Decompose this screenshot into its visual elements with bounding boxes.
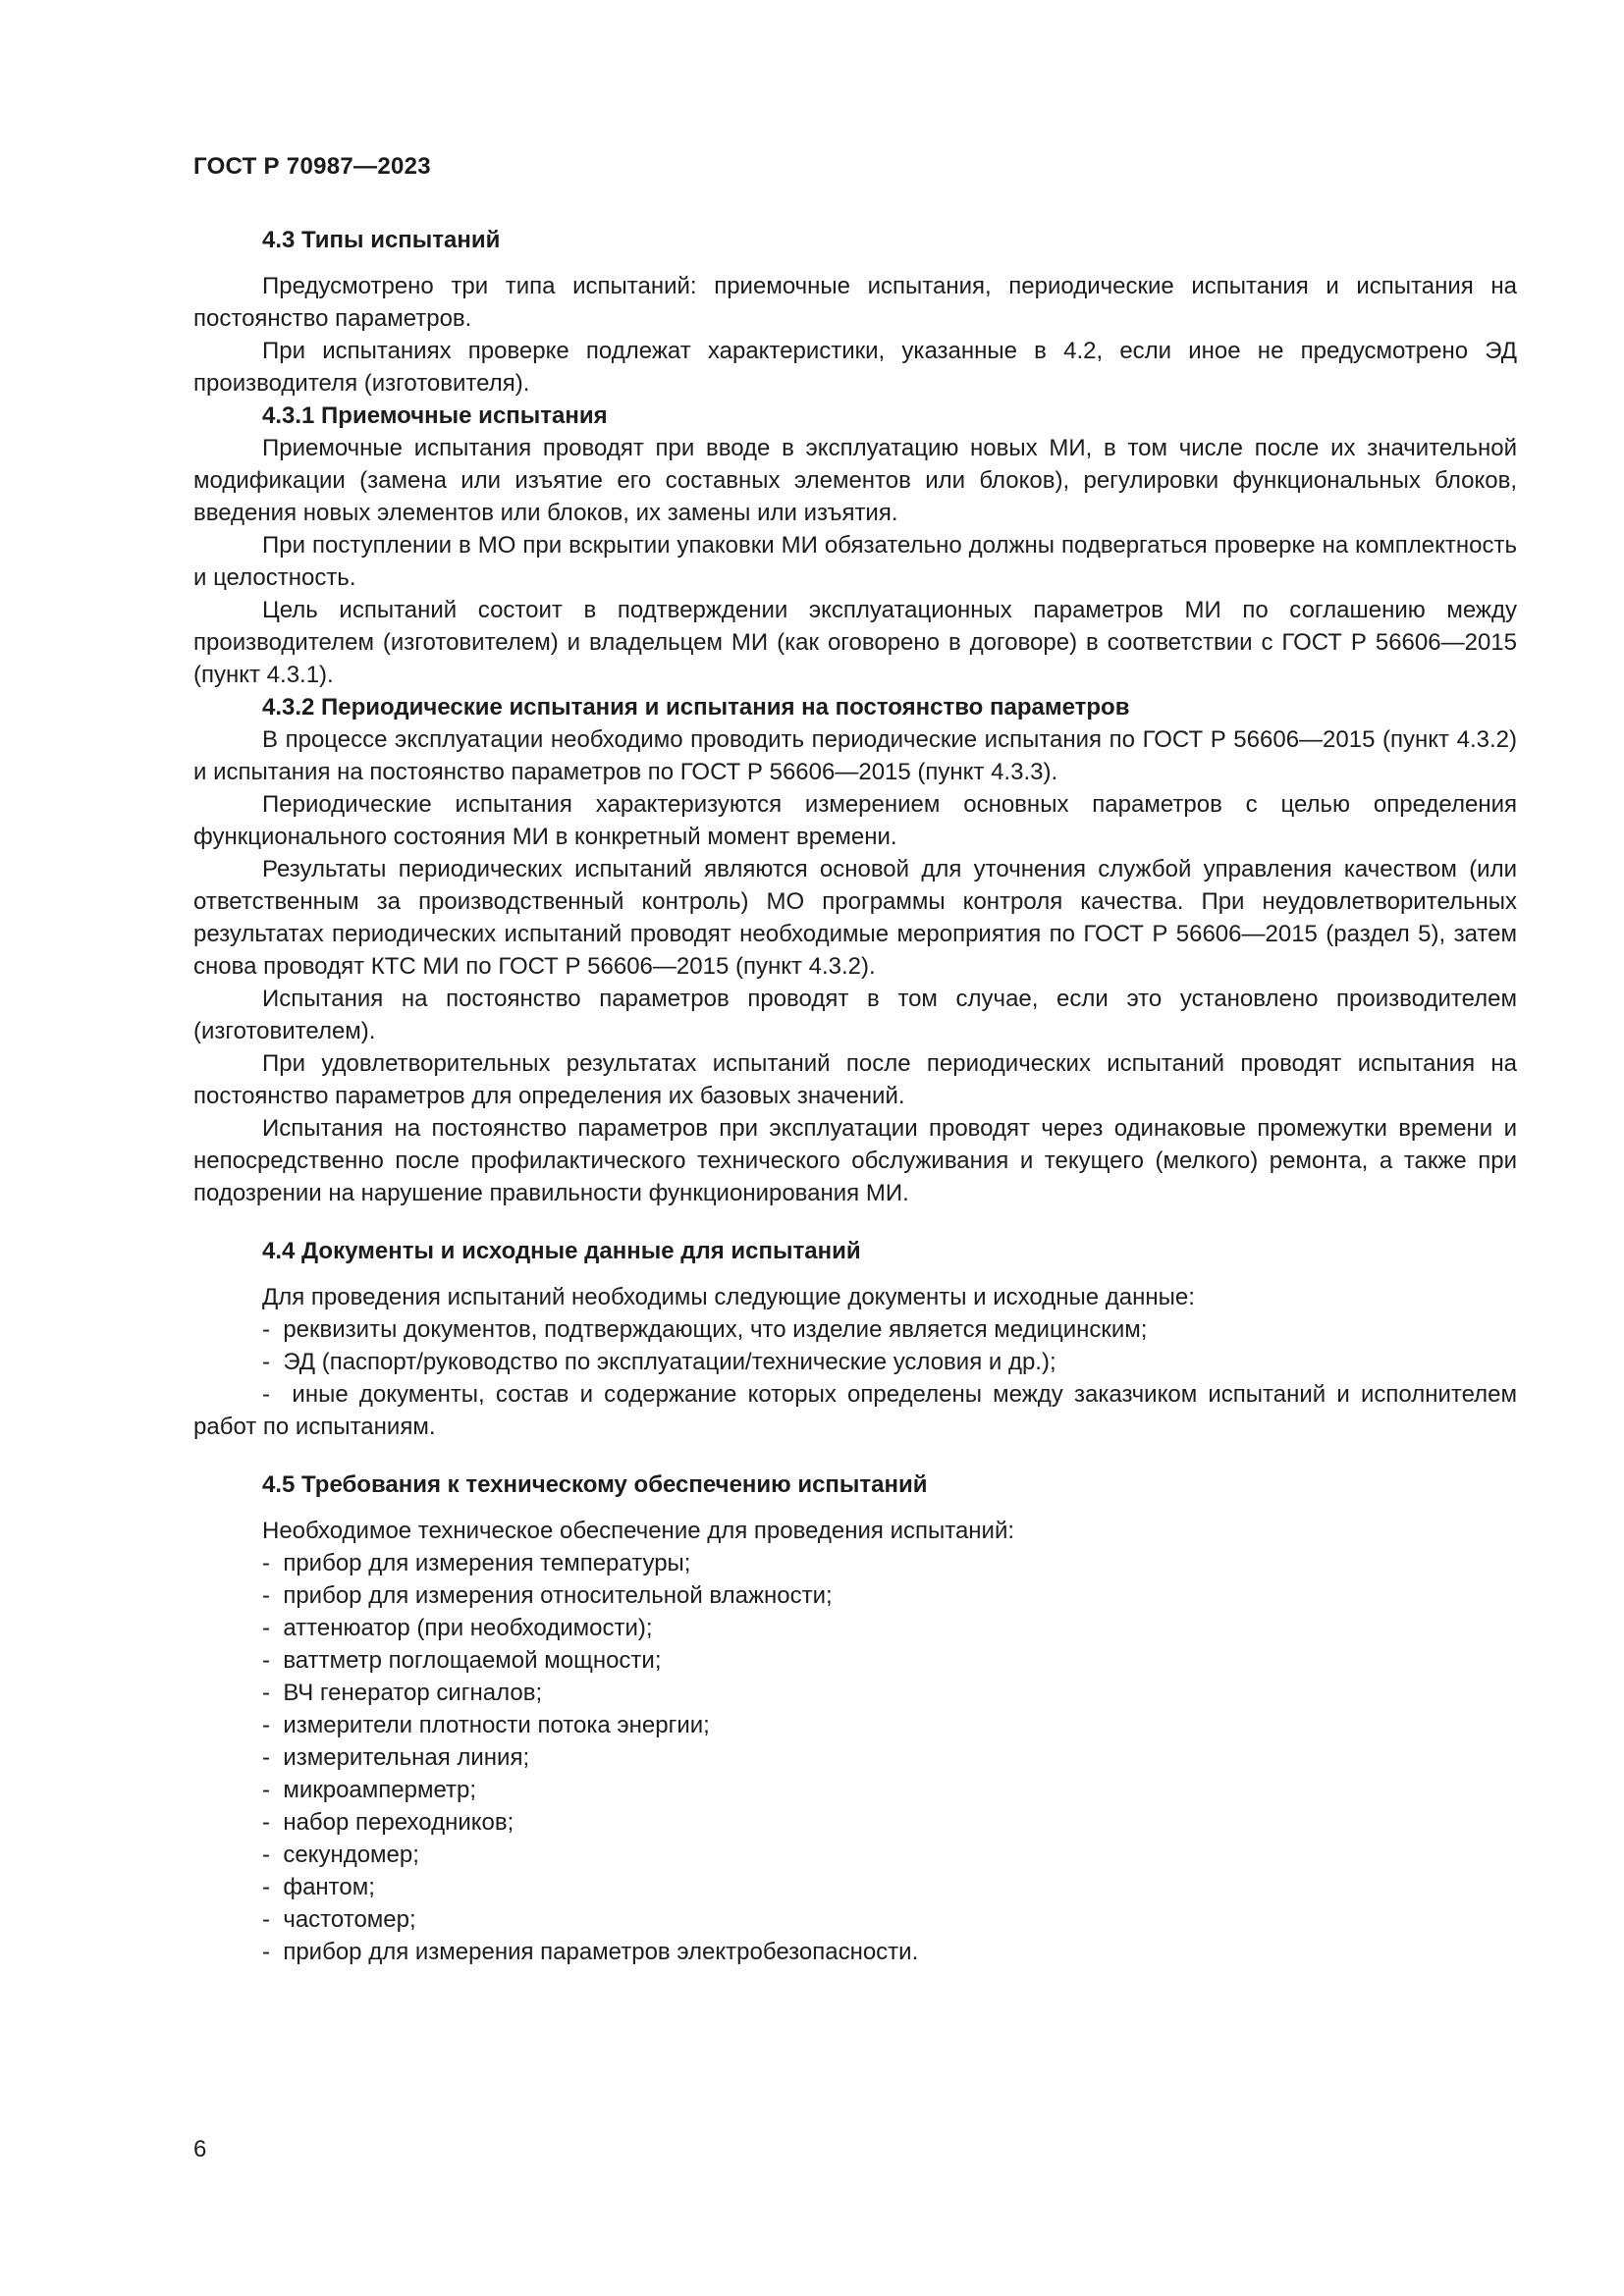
section-4-4-title: 4.4 Документы и исходные данные для испытаний (262, 1238, 861, 1264)
list-item: - измерительная линия; (193, 1741, 1517, 1774)
list-item: - измерители плотности потока энергии; (193, 1709, 1517, 1741)
paragraph: При удовлетворительных результатах испытаний после периодических испытаний проводят испытания на постоянство параметров для определения их базовых значений. (193, 1050, 1517, 1109)
paragraph: При поступлении в МО при вскрытии упаковки МИ обязательно должны подвергаться проверке на комплектность и целостность. (193, 532, 1517, 591)
paragraph: Испытания на постоянство параметров проводят в том случае, если это установлено производителем (изготовителем). (193, 986, 1517, 1044)
section-4-3-1-title: 4.3.1 Приемочные испытания (262, 402, 608, 429)
paragraph: Периодические испытания характеризуются измерением основных параметров с целью определения функционального состояния МИ в конкретный момент времени. (193, 791, 1517, 850)
list-item: - прибор для измерения параметров электробезопасности. (193, 1936, 1517, 1968)
paragraph: Результаты периодических испытаний являются основой для уточнения службой управления качеством (или ответственным за производственный контроль) МО программы контроля качества. При неудовлетворительных результатах периодических испытаний проводят необходимые мероприятия по ГОСТ Р 56606—2015 (раздел 5), затем снова проводят КТС МИ по ГОСТ Р 56606—2015 (пункт 4.3.2). (193, 856, 1517, 980)
equipment-list (193, 1547, 1517, 1968)
page-content (193, 224, 1517, 1968)
paragraph: Цель испытаний состоит в подтверждении эксплуатационных параметров МИ по соглашению между производителем (изготовителем) и владельцем МИ (как оговорено в договоре) в соответствии с ГОСТ Р 56606—2015 (пункт 4.3.1). (193, 597, 1517, 688)
documents-list (193, 1313, 1517, 1443)
section-4-3-title: 4.3 Типы испытаний (262, 227, 501, 253)
paragraph: При испытаниях проверке подлежат характеристики, указанные в 4.2, если иное не предусмотрено ЭД производителя (изготовителя). (193, 338, 1517, 397)
paragraph: Приемочные испытания проводят при вводе в эксплуатацию новых МИ, в том числе после их значительной модификации (замена или изъятие его составных элементов или блоков), регулировки функциональных блоков, введения новых элементов или блоков, их замены или изъятия. (193, 435, 1517, 526)
section-4-5-title: 4.5 Требования к техническому обеспечению испытаний (262, 1471, 928, 1498)
list-intro: Для проведения испытаний необходимы следующие документы и исходные данные: (262, 1284, 1195, 1310)
list-item: - прибор для измерения относительной влажности; (193, 1579, 1517, 1612)
list-intro: Необходимое техническое обеспечение для проведения испытаний: (262, 1518, 1015, 1544)
paragraph: В процессе эксплуатации необходимо проводить периодические испытания по ГОСТ Р 56606—2015 (пункт 4.3.2) и испытания на постоянство параметров по ГОСТ Р 56606—2015 (пункт 4.3.3). (193, 726, 1517, 785)
section-4-3-2-title: 4.3.2 Периодические испытания и испытания на постоянство параметров (262, 694, 1130, 721)
list-item: - ваттметр поглощаемой мощности; (193, 1644, 1517, 1677)
list-item: - микроамперметр; (193, 1774, 1517, 1806)
paragraph: Предусмотрено три типа испытаний: приемочные испытания, периодические испытания и испытания на постоянство параметров. (193, 273, 1517, 332)
paragraph: Испытания на постоянство параметров при эксплуатации проводят через одинаковые промежутки времени и непосредственно после профилактического технического обслуживания и текущего (мелкого) ремонта, а также при подозрении на нарушение правильности функционирования МИ. (193, 1115, 1517, 1206)
list-item: - ВЧ генератор сигналов; (193, 1677, 1517, 1709)
list-item: - аттенюатор (при необходимости); (193, 1612, 1517, 1644)
list-item: - секундомер; (193, 1839, 1517, 1871)
document-header: ГОСТ Р 70987—2023 (193, 153, 431, 180)
list-item: - набор переходников; (193, 1806, 1517, 1839)
list-item: - иные документы, состав и содержание которых определены между заказчиком испытаний и исполнителем работ по испытаниям. (193, 1378, 1517, 1443)
list-item: - частотомер; (193, 1903, 1517, 1936)
list-item: - ЭД (паспорт/руководство по эксплуатации/технические условия и др.); (193, 1346, 1517, 1378)
list-item: - фантом; (193, 1871, 1517, 1903)
list-item: - реквизиты документов, подтверждающих, что изделие является медицинским; (193, 1313, 1517, 1346)
page-number: 6 (193, 2136, 207, 2163)
list-item: - прибор для измерения температуры; (193, 1547, 1517, 1579)
